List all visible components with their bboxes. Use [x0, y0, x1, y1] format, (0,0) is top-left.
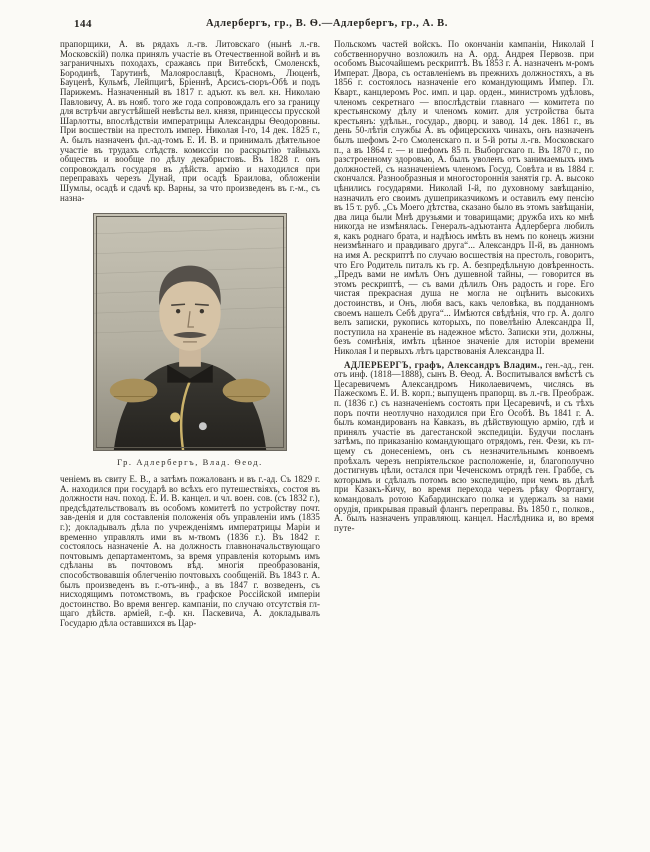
left-column [60, 40, 320, 834]
second-article-heading: АДЛЕРБЕРГЪ, графъ, Александръ Владим., [344, 359, 543, 370]
portrait-figure [92, 213, 288, 467]
second-article-text: ген.-ад., ген. отъ инф. (1818—1888), сынъ В. Ѳеод. А. Воспитывался вмѣстѣ съ Цесаревичемъ Александромъ Николаевичемъ, числясь въ Пажескомъ Е. И. В. корп.; выпущенъ прапорщ. въ л.-гв. Преображ. п. (1836 г.) съ назначеніемъ состоять при Цесаревичѣ, и съ тѣхъ поръ почти неотлучно находился при Его Особѣ. Въ 1841 г. А. былъ командированъ на Кавказъ, въ дѣйствующую армію, гдѣ и принялъ участіе въ дагестанской экспедиціи. Будучи посланъ затѣмъ, по приказанію командующаго отрядомъ, ген. Фези, къ гл-щему съ донесеніемъ, онъ съ незначительнымъ конвоемъ проѣхалъ черезъ непріятельское расположеніе, и, благополучно достигнувъ цѣли, остался при Чеченскомъ отрядѣ ген. Граббе, съ которымъ и сдѣлалъ потомъ всю экспедицію, при чемъ въ дѣлѣ при Казакъ-Кичу, во время перехода черезъ рѣку Фортангу, командовалъ ротою Кабардинскаго полка и удержалъ за нами орудія, прикрывая правый флангъ переправы. Въ 1850 г., полков., А. былъ назначенъ управляющ. канцел. Наслѣдника и, во время путе- [334, 359, 594, 533]
second-article-paragraph [334, 361, 594, 534]
portrait-caption: Гр. Адлербергъ, Влад. Ѳеод. [117, 457, 263, 468]
right-column-text-top: Польскомъ частей войскъ. По окончаніи кампаніи, Николай I собственноручно возложилъ на А. орд. Андрея Первозв. при особомъ Высочайшемъ рескриптѣ. Въ 1853 г. А. назначенъ м-ромъ Императ. Двора, съ оставленіемъ въ прежнихъ должностяхъ, а въ 1856 г. состоялось назначеніе его командующимъ Импер. Гл. Кварт., канцлеромъ Рос. имп. и цар. орден., министромъ удѣловъ, членомъ секретнаго — впослѣдствіи главнаго — комитета по крестьянскому дѣлу и членомъ комит. для устройства быта крестьянъ: удѣльн., государ., дворц. и завод. 14 дек. 1861 г., въ день 50-лѣтія службы А. въ офицерскихъ чинахъ, онъ назначенъ былъ шефомъ 2-го Смоленскаго п. и 5-й роты л.-гв. Московскаго п., а въ 1864 г. — и шефомъ 85 п. Выборгскаго п. Въ 1870 г., по разстроенному здоровью, А. былъ уволенъ отъ занимаемыхъ имъ должностей, съ назначеніемъ членомъ Госуд. Совѣта и въ 1884 г. скончался. Разнообразныя и многостороннія занятія гр. А. высоко цѣнились государями. Николай I-й, по духовному завѣщанію, назначилъ его своимъ душеприказчикомъ и оставилъ ему пенсію въ 15 т. руб. „Съ Моего дѣтства, сказано было въ этомъ завѣщаніи, два лица были Мнѣ друзьями и товарищами; дружба ихъ ко мнѣ никогда не измѣнялась. Генералъ-адъютанта Адлерберга любилъ я, какъ роднаго брата, и надѣюсь имѣть въ немъ по конецъ жизни неизмѣннаго и правдиваго друга“... Александръ II-й, въ данномъ на имя А. рескриптѣ по случаю восшествія на престолъ, говоритъ, что Его Родитель питалъ къ гр. А. безпредѣльную довѣренность. „Предъ вами не имѣлъ Онъ душевной тайны, — говорится въ этомъ рескриптѣ, — съ вами дѣлилъ Онъ радость и горе. Его чистая прекрасная душа не могла не оцѣнить высокихъ достоинствъ, и Онъ, любя васъ, какъ человѣка, въ подданномъ своемъ нашелъ Себѣ друга“... Имѣются свѣдѣнія, что гр. А. долго велъ записки, рукопись которыхъ, по повелѣнію Александра II, поступила на храненіе въ надежное мѣсто. Записки эти, должны, безъ сомнѣнія, имѣть цѣнное значеніе для исторіи времени Николая I и первыхъ лѣтъ царствованія Александра II. [334, 40, 594, 356]
running-header: Адлербергъ, гр., В. Ѳ.—Адлербергъ, гр., А. В. [205, 18, 449, 29]
page-number: 144 [74, 18, 92, 30]
two-column-body [60, 40, 594, 834]
right-column [334, 40, 594, 834]
portrait-engraving-image [93, 213, 287, 451]
left-column-text-bottom: ченіемъ въ свиту Е. В., а затѣмъ пожалованъ и въ г.-ад. Съ 1829 г. А. находился при государѣ во всѣхъ его путешествіяхъ, состоя въ должности нач. поход. Е. И. В. канцел. и чл. воен. сов. (съ 1832 г.), предсѣдательствовалъ въ особомъ комитетѣ по устройству почт. зав-денія и для составленія положенія объ управленіи имъ (1835 г.); докладывалъ дѣла по учрежденіямъ императрицы Маріи и временно управлялъ ими въ м-твомъ (1836 г.). Въ 1842 г. состоялось назначеніе А. на должность главноначальствующаго почтовымъ департаментомъ, за время управленія которымъ имъ сдѣланы въ почтовомъ вѣд. многія преобразованія, способствовавшія облегченію почтовыхъ сообщеній. Въ 1843 г. А. былъ произведенъ въ г.-отъ-инф., а въ 1847 г. возведенъ, съ нисходящимъ потомствомъ, въ графское Россійской имперіи достоинство. Во время венгер. кампаніи, по случаю отсутствія гл-щаго дѣйств. арміей, г.-ф. кн. Паскевича, А. докладывалъ Государю дѣла оставшихся въ Цар- [60, 474, 320, 628]
page-header [60, 18, 594, 34]
portrait-illustration [94, 214, 286, 450]
left-column-text-top: прапорщики, А. въ рядахъ л.-гв. Литовскаго (нынѣ л.-гв. Московскій) полка принялъ участіе въ Отечественной войнѣ и въ заграничныхъ походахъ, сражаясь при Витебскѣ, Смоленскѣ, Бородинѣ, Тарутинѣ, Малоярославцѣ, Красномъ, Люценѣ, Бауценѣ, Кульмѣ, Лейпцигѣ, Бріеннѣ, Арсисъ-сюръ-Обѣ и подъ Парижемъ. Назначенный въ 1817 г. адъют. къ вел. кн. Николаю Павловичу, А. въ нояб. того же года сопровождалъ его за границу для встрѣчи августѣйшей невѣсты вел. князя, принцессы прусской Шарлотты, впослѣдствіи императрицы Александры Ѳеодоровны. При восшествіи на престолъ импер. Николая I-го, 14 дек. 1825 г., А. былъ назначенъ фл.-ад-томъ Е. И. В. и принималъ дѣятельное участіе въ трудахъ слѣдств. комиссіи по раскрытію тайныхъ обществъ и вообще по дѣлу декабристовъ. Въ 1828 г. онъ сопровождалъ государя въ дѣйств. армію и находился при переправахъ черезъ Дунай, при осадѣ Браилова, обложеніи Шумлы, осадѣ и сдачѣ кр. Варны, за что произведенъ въ г.-м., съ назна- [60, 40, 320, 203]
